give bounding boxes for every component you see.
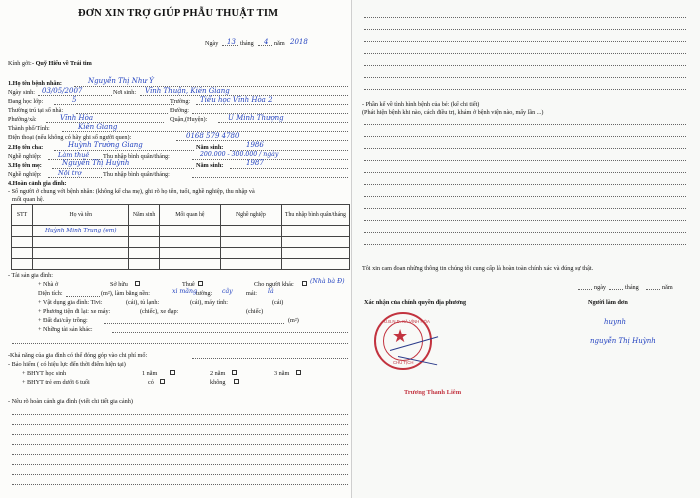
mother-job-value: Nội trợ (58, 169, 82, 177)
insurance-no: không (210, 379, 226, 386)
street-label: Đường: (170, 107, 190, 114)
dotted-line (196, 104, 348, 105)
dotted-line (192, 177, 348, 178)
dotted-line (12, 343, 348, 344)
school-value: Tiểu học Vĩnh Hòa 2 (200, 96, 273, 104)
city-label: Thành phố/Tỉnh: (8, 125, 50, 132)
dotted-line (609, 289, 623, 290)
father-birth-label: Năm sinh: (196, 144, 224, 151)
col-header: Họ và tên (33, 205, 129, 226)
dotted-line (364, 172, 686, 173)
form-right-page (352, 0, 700, 498)
city-value: Kiên Giang (78, 123, 118, 131)
dotted-line (12, 484, 348, 485)
roof-label: mái: (246, 290, 257, 297)
dotted-line (218, 122, 348, 123)
dotted-line (12, 424, 348, 425)
goods-computer-label: (cái), máy tính: (190, 299, 228, 306)
father-name-value: Huỳnh Trường Giang (68, 141, 143, 149)
wall-label: tường: (196, 290, 213, 297)
transport-label: + Phương tiện đi lại: xe máy: (38, 308, 111, 315)
area-unit-label: (m²), làm bằng nền: (101, 290, 150, 297)
recipient-value: - Quỹ Hiểu về Trái tim (32, 60, 92, 67)
dotted-line (364, 208, 686, 209)
col-header: Năm sinh (129, 205, 160, 226)
yes-checkbox (160, 379, 165, 384)
other-owner-value: (Nhà bà Đ) (310, 278, 345, 285)
family-situation-label: 4.Hoàn cảnh gia đình: (8, 180, 67, 187)
wall-value: cây (222, 288, 233, 295)
insurance-year3: 3 năm (274, 370, 290, 377)
dob-label: Ngày sinh: (8, 89, 35, 96)
applicant-label: Người làm đơn (588, 299, 628, 306)
date-month-label: tháng (240, 40, 254, 47)
applicant-signature: huynh (604, 318, 626, 326)
house-label: + Nhà ở (38, 281, 59, 288)
official-name: Trương Thanh Liêm (404, 389, 462, 396)
date-year-label: năm (274, 40, 285, 47)
dob-value: 03/05/2007 (42, 87, 83, 95)
birthplace-value: Vĩnh Thuận, Kiên Giang (145, 87, 230, 95)
col-header: Nghề nghiệp (220, 205, 281, 226)
transport-tail-label: (chiếc) (246, 308, 264, 315)
dotted-line (364, 160, 686, 161)
dotted-line (364, 89, 686, 90)
assets-label: - Tài sản gia đình: (8, 272, 53, 279)
dotted-line (230, 168, 348, 169)
table-row (12, 226, 350, 237)
dotted-line (364, 65, 686, 66)
rent-checkbox (198, 281, 203, 286)
form-title: ĐƠN XIN TRỢ GIÚP PHẪU THUẬT TIM (78, 8, 279, 19)
ward-label: Phường/xã: (8, 116, 37, 123)
recipient-label: Kính gởi: (8, 60, 32, 67)
dotted-line (364, 220, 686, 221)
father-job-value: Làm thuê (58, 151, 90, 159)
mother-birth-label: Năm sinh: (196, 162, 224, 169)
owned-checkbox (135, 281, 140, 286)
dotted-line (646, 289, 660, 290)
insurance-student-label: + BHYT học sinh (22, 370, 67, 377)
insurance-under6-label: + BHYT trẻ em dưới 6 tuổi (22, 379, 90, 386)
dotted-line (192, 358, 348, 359)
applicant-handwritten-name: nguyễn Thị Huỳnh (590, 337, 656, 345)
district-label: Quận,(Huyện): (170, 116, 208, 123)
area-label: Diện tích: (38, 290, 63, 297)
dotted-line (54, 104, 174, 105)
mother-birth-value: 1987 (246, 159, 264, 167)
year1-checkbox (170, 370, 175, 375)
dotted-line (12, 444, 348, 445)
no-checkbox (234, 379, 239, 384)
dotted-line (12, 474, 348, 475)
support-label: -Khả năng của gia đình có thể đóng góp vào chi phí mổ: (8, 352, 148, 359)
dotted-line (364, 124, 686, 125)
dotted-line (364, 244, 686, 245)
insurance-yes: có (148, 379, 154, 386)
date-day-label: Ngày (205, 40, 219, 47)
floor-value: xi măng (172, 288, 197, 295)
stamp-top-text: U.B.N.D. XÃ VĨNH HÒA (384, 319, 430, 324)
mother-income-label: Thu nhập bình quân/tháng: (103, 171, 170, 178)
table-row (12, 237, 350, 248)
dotted-line (48, 177, 102, 178)
illness-sub-label: (Phát hiện bệnh khi nào, cách điều trị, khám ở bệnh viện nào, mấy lần ...) (362, 109, 544, 116)
goods-label: + Vật dụng gia đình: Tivi: (38, 299, 103, 306)
patient-name-label: 1.Họ tên bệnh nhân: (8, 80, 62, 87)
situation-label: - Nêu rõ hoàn cảnh gia đình (viết chi tiết gia cảnh) (8, 398, 133, 405)
stamp-bottom-text: CHỦ TỊCH (393, 360, 414, 365)
family-note: - Số người ở chung với bệnh nhân: (không kể cha mẹ), ghi rõ họ tên, tuổi, nghề nghiệp, thu nhập và (8, 188, 255, 195)
dotted-line (66, 296, 100, 297)
year2-checkbox (232, 370, 237, 375)
year3-checkbox (296, 370, 301, 375)
dotted-line (364, 77, 686, 78)
insurance-label: - Bảo hiểm ( có hiệu lực đến thời điểm hiện tại) (8, 361, 126, 368)
land-label: + Đất đai/cây trồng: (38, 317, 88, 324)
family-member-name: Huỳnh Minh Trung (em) (44, 228, 117, 234)
family-members-table (11, 204, 350, 270)
rent-label: Thuê (182, 281, 195, 288)
official-seal-icon: ★ U.B.N.D. XÃ VĨNH HÒA CHỦ TỊCH (374, 312, 432, 370)
illness-label: - Phần kể về tình hình bệnh của bé: (kể chi tiết) (362, 101, 480, 108)
insurance-year1: 1 năm (142, 370, 158, 377)
insurance-year2: 2 năm (210, 370, 226, 377)
phone-label: Điện thoại (nếu không có hãy ghi số người quen): (8, 134, 132, 141)
mother-job-label: Nghề nghiệp: (8, 171, 42, 178)
commitment-text: Tôi xin cam đoan những thông tin chúng tôi cung cấp là hoàn toàn chính xác và đúng sự thật. (362, 265, 594, 272)
school-label: Trường: (170, 98, 191, 105)
dotted-line (364, 53, 686, 54)
dotted-line (258, 45, 272, 46)
dotted-line (364, 148, 686, 149)
bicycle-label: (chiếc), xe đạp: (140, 308, 179, 315)
father-income-value: 200.000 - 300.000 / ngày (200, 151, 279, 158)
date-year-value: 2018 (290, 38, 308, 46)
dotted-line (104, 323, 284, 324)
table-row (12, 259, 350, 270)
dotted-line (578, 289, 592, 290)
owned-label: Sở hữu (110, 281, 128, 288)
dotted-line (12, 414, 348, 415)
other-owner-label: Cho người khác (254, 281, 294, 288)
father-name-label: 2.Họ tên cha: (8, 144, 44, 151)
dotted-line (222, 45, 238, 46)
dotted-line (12, 464, 348, 465)
grade-label: Đang học lớp: (8, 98, 44, 105)
land-unit: (m²) (288, 317, 299, 324)
mother-name-value: Nguyễn Thị Huỳnh (62, 159, 130, 167)
goods-fridge-label: (cái), tủ lạnh: (126, 299, 160, 306)
page-fold (351, 0, 352, 498)
authority-label: Xác nhận của chính quyền địa phương (364, 299, 467, 306)
dotted-line (192, 159, 348, 160)
sign-year-label: năm (662, 284, 673, 291)
table-header-row (12, 205, 350, 226)
date-month-value: 4 (264, 38, 269, 46)
birthplace-label: Nơi sinh: (113, 89, 137, 96)
sign-month-label: tháng (625, 284, 639, 291)
roof-value: lá (268, 288, 274, 295)
dotted-line (364, 136, 686, 137)
sign-day-label: ngày (594, 284, 607, 291)
date-day-value: 13 (227, 38, 236, 46)
goods-tail-label: (cái) (272, 299, 284, 306)
dotted-line (364, 17, 686, 18)
father-income-label: Thu nhập bình quân/tháng: (103, 153, 170, 160)
mother-name-label: 3.Họ tên mẹ: (8, 162, 42, 169)
dotted-line (112, 332, 348, 333)
ward-value: Vĩnh Hòa (60, 114, 94, 122)
father-job-label: Nghề nghiệp: (8, 153, 42, 160)
dotted-line (364, 29, 686, 30)
father-birth-value: 1986 (246, 141, 264, 149)
phone-value: 0168 579 4780 (186, 132, 240, 140)
dotted-line (12, 454, 348, 455)
dotted-line (364, 41, 686, 42)
dotted-line (364, 232, 686, 233)
other-owner-checkbox (302, 281, 307, 286)
dotted-line (364, 196, 686, 197)
dotted-line (12, 434, 348, 435)
col-header: Mối quan hệ (159, 205, 220, 226)
table-row (12, 248, 350, 259)
address-label: Thường trú tại số nhà: (8, 107, 64, 114)
family-note-2: mối quan hệ. (12, 196, 45, 203)
col-header: STT (12, 205, 33, 226)
district-value: U Minh Thượng (228, 114, 284, 122)
other-assets-label: + Những tài sản khác: (38, 326, 93, 333)
patient-name-value: Nguyễn Thị Như Ý (88, 77, 154, 85)
col-header: Thu nhập bình quân/tháng (281, 205, 349, 226)
dotted-line (364, 184, 686, 185)
grade-value: 5 (72, 96, 77, 104)
